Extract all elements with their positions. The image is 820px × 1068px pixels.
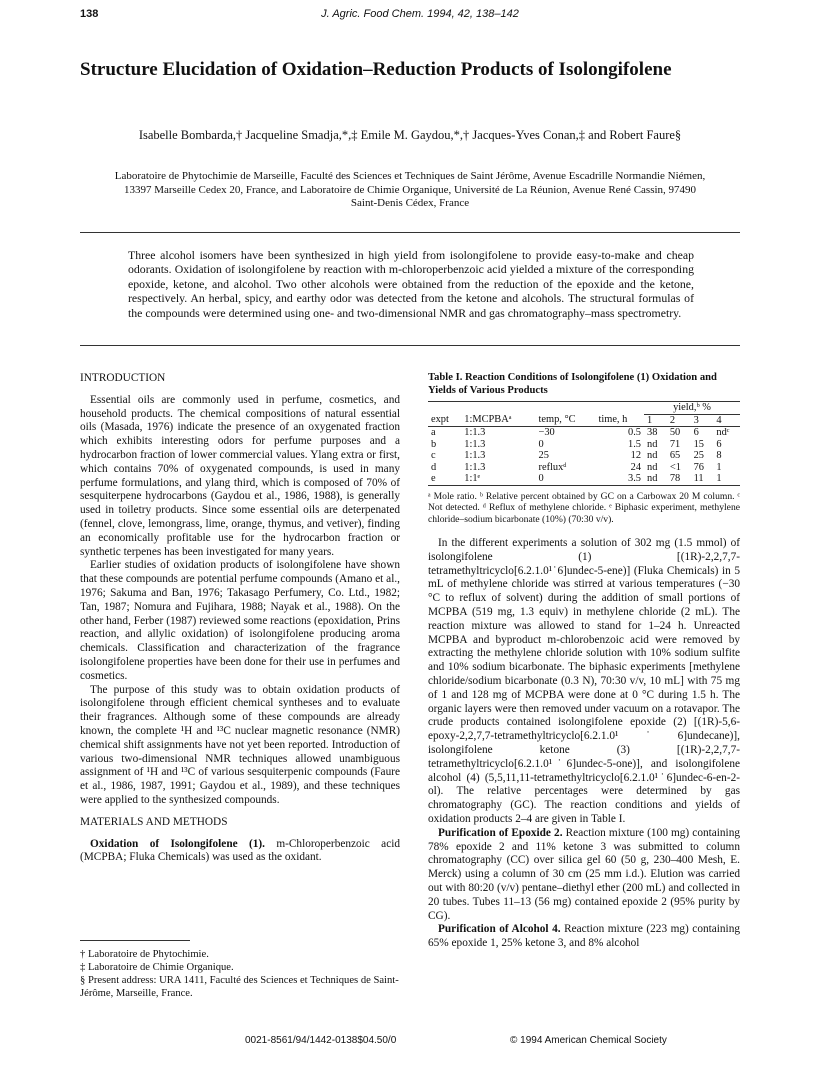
table-cell: 38 [647,427,658,438]
table-cell: 1 [716,461,722,473]
table-cell: 76 [693,461,704,473]
table-cell: <1 [669,461,681,473]
footnotes [80,948,400,1000]
table-cell: 78 [667,473,691,485]
table-header-cell: 1:MCPBAᵃ [461,414,535,427]
table-row [428,473,740,485]
table-cell: d [431,461,437,473]
intro-paragraph-1: Essential oils are commonly used in perfume, cosmetics, and household products. The chemical compositions of natural essential oils (Masada, 1976) indicate the presence of an oxygenated fraction which exhibits interesting odors for perfume purposes and a hydrocarbon fraction of lower commercial values. Ylang extra or first, which contains 70% of oxygenated compounds, is used in many perfume formulations, and ylang third, which is composed of 70% of sesquiterpene hydrocarbons (Gaydou et al., 1986, 1988), is generally used in toiletry products. Since some essential oils are deterpenated (fennel, clove, lemongrass, lime, orange, thymus, and vetiver), finding an economically profitable use for the hydrocarbon fraction or synthetic terpenes has been investigated for many years. [80,393,400,558]
table-header-cell: 4 [713,414,740,427]
table-cell: 1:1.3 [464,461,486,473]
table-cell: 15 [693,438,704,450]
article-code: 0021-8561/94/1442-0138$04.50/0 [245,1035,397,1046]
table-cell: a [431,427,436,438]
footnote-3: § Present address: URA 1411, Faculté des Sciences et Techniques de Saint-Jérôme, Marseille, France. [80,975,399,999]
table-header-cell: 1 [644,414,667,427]
footnote-rule [80,940,190,941]
section-heading-methods: MATERIALS AND METHODS [80,815,228,828]
table-row [428,462,740,474]
table-header-cell: 2 [667,414,691,427]
table-cell: 65 [669,450,681,461]
table-row [428,450,740,462]
table-cell: 8 [716,450,722,461]
table-row [428,427,740,439]
table-cell: 1:1.3 [464,438,486,450]
table-cell: nd [644,473,667,485]
body-paragraph-2 [428,827,740,924]
table-cell: 1.5 [628,438,642,450]
left-column [80,372,400,865]
methods-paragraph [80,838,400,866]
table-cell: −30 [538,427,555,438]
table-cell: 24 [630,461,642,473]
table-cell: nd [647,450,658,461]
table-cell: 71 [669,438,681,450]
table-cell: 1:1ᵉ [461,473,535,485]
table-caption: Table I. Reaction Conditions of Isolongifolene (1) Oxidation and Yields of Various Products [428,372,717,396]
table-header-cell: temp, °C [536,414,596,427]
table-header-cell: time, h [595,414,644,427]
subheading-alcohol: Purification of Alcohol 4. [438,923,561,936]
table-cell: ndᶜ [716,427,730,438]
footnote-1: † Laboratoire de Phytochimie. [80,949,209,960]
table-row [428,439,740,451]
table-cell: refluxᵈ [538,461,567,473]
methods-subheading: Oxidation of Isolongifolene (1). [90,837,265,850]
table-cell: 0 [538,438,544,450]
abstract: Three alcohol isomers have been synthesized in high yield from isolongifolene to provide easy-to-make and cheap odorants. Oxidation of isolongifolene by reaction with m-chloroperbenzoic acid yielded a mixture of the corresponding epoxide, ketone, and alcohol. Two other alcohols were obtained from the reduction of the epoxide and the ketone, respectively. An herbal, spicy, and earthy odor was detected from the ketone and alcohols. The structural formulas of the compounds were determined using one- and two-dimensional NMR and gas chromatography–mass spectrometry. [128,248,694,320]
reaction-table [428,401,740,486]
affiliations: Laboratoire de Phytochimie de Marseille, Faculté des Sciences et Techniques de Saint Jérôme, Avenue Escadrille Normandie Niémen, 13397 Marseille Cedex 20, France, and Laboratoire de Chimie Organique, Université de La Réunion, Avenue René Cassin, 97490 Saint-Denis Cédex, France [114,170,706,209]
running-header [80,8,760,24]
body-paragraph-3 [428,923,740,951]
table-header-cell: expt [428,414,461,427]
table-cell: 0.5 [628,427,642,438]
table-cell: 1 [713,473,740,485]
table-cell: 25 [538,450,549,461]
abstract-top-rule [80,232,740,233]
epoxide-text: Reaction mixture (100 mg) containing 78% epoxide 2 and 11% ketone 3 was submitted to column chromatography (CC) over silica gel 60 (50 g, 230–400 Mesh, E. Merck) using a column of 30 cm (25 mm i.d.). Elution was carried out with 80:20 (v/v) pentane–diethyl ether (200 mL) and collected in 20 tubes. Tubes 11–13 (56 mg) contained epoxide 2 (95% purity by CG). [428,826,740,922]
subheading-epoxide: Purification of Epoxide 2. [438,826,563,839]
methods-text: m-Chloroperbenzoic acid (MCPBA; Fluka Chemicals) was used as the oxidant. [80,837,400,864]
table-cell: 3.5 [595,473,644,485]
yield-header: yield,ᵇ % [644,402,740,415]
alcohol-text: Reaction mixture (223 mg) containing 65% epoxide 1, 25% ketone 3, and 8% alcohol [428,923,740,950]
table-cell: 6 [716,438,722,450]
page-number: 138 [80,8,99,20]
body-paragraph-1: In the different experiments a solution of 302 mg (1.5 mmol) of isolongifolene (1) [(1R)-2,2,7,7-tetramethyltricyclo[6.2.1.0¹˙6]undec-5-ene)] (Fluka Chemicals) in 5 mL of methylene chloride was stirred at various temperatures (−30 °C to reflux of solvent) during the addition of small portions of MCPBA (519 mg, 1.3 equiv) in methylene chloride (2 mL). The reaction mixture was allowed to stand for 1–24 h. Unreacted MCPBA and byproduct m-chlorobenzoic acid were removed by extracting the methylene chloride solution with 10% sodium sulfite and 10% sodium bicarbonate. The biphasic experiments [methylene chloride/sodium bicarbonate (0.3 N), 70:30 v/v, 10 mL] with 75 mg of 1 and 128 mg of MCPBA were done at 0 °C during 1.5 h. The organic layers were then removed under vacuum on a rotavapor. The crude products contained isolongifolene epoxide (2) [(1R)-5,6-epoxy-2,2,7,7-tetramethyltricyclo[6.2.1.0¹˙6]undecane)], isolongifolene ketone (3) [(1R)-2,2,7,7-tetramethyltricyclo[6.2.1.0¹˙6]undec-5-one)], and isolongifolene alcohol (4) (5,5,11,11-tetramethyltricyclo[6.2.1.0¹˙6]undec-6-en-2-ol). The relative percentages were determined by gas chromatography (GC). The reaction conditions and yields of oxidation products 2–4 are given in Table I. [428,537,740,825]
table-cell: e [428,473,461,485]
intro-paragraph-3: The purpose of this study was to obtain oxidation products of isolongifolene through efficient chemical syntheses and to evaluate their fragrances. Although some of these compounds are already known, the complete ¹H and ¹³C nuclear magnetic resonance (NMR) chemical shift assignments have not yet been reported. Introduction of various two-dimensional NMR techniques allowed unambiguous assignment of ¹H and ¹³C of various sesquiterpenic compounds (Faure et al., 1986, 1987, 1991; Gaydou et al., 1989), and these techniques were applied to the synthesized compounds. [80,683,400,806]
table-header-cell: 3 [691,414,714,427]
section-heading-introduction: INTRODUCTION [80,372,166,384]
journal-citation: J. Agric. Food Chem. 1994, 42, 138–142 [321,8,519,20]
article-title: Structure Elucidation of Oxidation–Reduction Products of Isolongifolene [80,59,672,80]
table-cell: 1:1.3 [464,427,486,438]
table-cell: 25 [693,450,704,461]
copyright: © 1994 American Chemical Society [510,1035,667,1046]
table-cell: nd [647,461,658,473]
table-notes: ᵃ Mole ratio. ᵇ Relative percent obtained by GC on a Carbowax 20 M column. ᶜ Not detected. ᵈ Reflux of methylene chloride. ᵉ Biphasic experiment, methylene chloride–sodium bicarbonate (10%) (70:30 v/v). [428,490,740,525]
author-list: Isabelle Bombarda,† Jacqueline Smadja,*,‡ Emile M. Gaydou,*,† Jacques-Yves Conan,‡ and Robert Faure§ [138,128,682,142]
abstract-bottom-rule [80,345,740,346]
right-column [428,372,740,951]
table-cell: 11 [691,473,714,485]
table-cell: b [431,438,437,450]
table-cell: 6 [693,427,699,438]
table-cell: 0 [536,473,596,485]
table-cell: nd [647,438,658,450]
footnote-2: ‡ Laboratoire de Chimie Organique. [80,962,234,973]
intro-paragraph-2: Earlier studies of oxidation products of isolongifolene have shown that these compounds are potential perfume compounds (Amano et al., 1976; Sakuma and Ban, 1976; Takasago Perfumery, Co. Ltd., 1982; Tan, 1987; Nomura and Fujihara, 1988; Nayak et al., 1988). On the other hand, Ferber (1987) reviewed some reactions (epoxidation, Prins reaction, and allylic oxidation) of isolongifolene producing aroma chemicals. Classification and characterization of the fragrance isolongifolene properties have been done for their use in perfumes and cosmetics. [80,559,400,682]
table-cell: 1:1.3 [464,450,486,461]
table-cell: 50 [669,427,681,438]
table-cell: c [431,450,436,461]
table-cell: 12 [630,450,642,461]
